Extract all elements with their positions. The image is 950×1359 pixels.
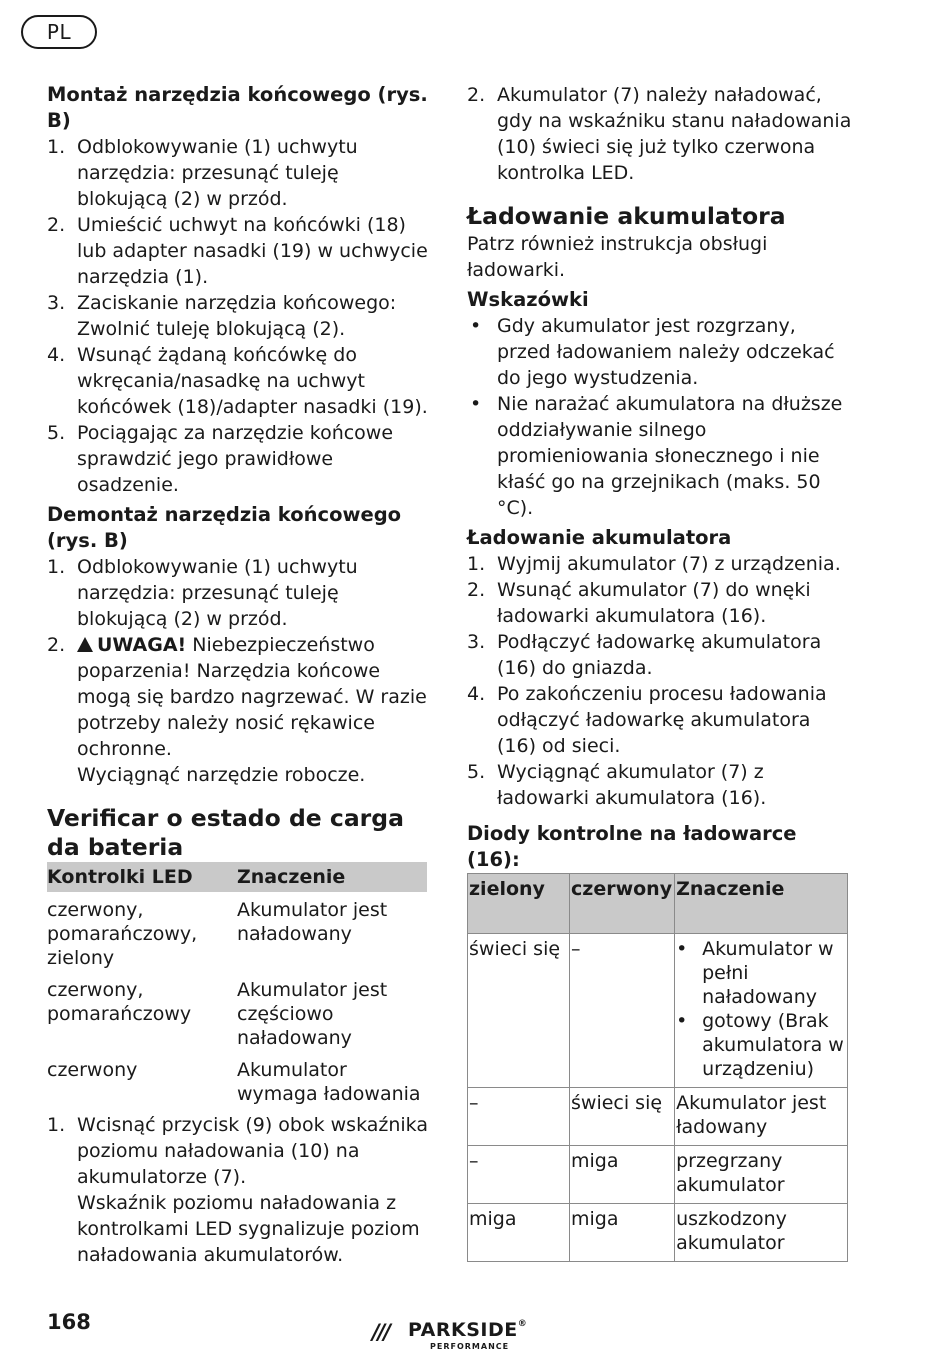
left-column (47, 82, 432, 1268)
list-item: 2. Wsunąć akumulator (7) do wnęki ładowarki akumulatora (16). (467, 579, 811, 627)
hints-heading: Wskazówki (467, 288, 589, 311)
list-item: 1. Wyjmij akumulator (7) z urządzenia. (467, 553, 841, 575)
led-table (47, 862, 427, 1108)
table-row: miga miga uszkodzony akumulator (468, 1204, 848, 1262)
logo-slashes: /// (372, 1320, 390, 1344)
list-item: 2. Akumulator (7) należy naładować, gdy na wskaźniku stanu naładowania (10) świeci się już tylko czerwona kontrolka LED. (467, 84, 852, 184)
list-item: 4. Po zakończeniu procesu ładowania odłączyć ładowarkę akumulatora (16) od sieci. (467, 683, 827, 757)
table-header: Kontrolki LED (47, 862, 237, 892)
montaz-heading: Montaż narzędzia końcowego (rys. B) (47, 83, 428, 132)
diody-table (467, 873, 848, 1262)
hints-list (467, 313, 852, 521)
list-item: • Nie narażać akumulatora na dłuższe oddziaływanie silnego promieniowania słonecznego i nie kłaść go na grzejnikach (maks. 50 °C). (470, 393, 843, 519)
language-badge: PL (21, 15, 97, 49)
list-item: • Gdy akumulator jest rozgrzany, przed ładowaniem należy odczekać do jego wystudzenia. (470, 315, 835, 389)
table-row: – miga przegrzany akumulator (468, 1146, 848, 1204)
table-header: zielony (468, 874, 570, 934)
verify-steps-continued (467, 82, 852, 186)
list-item: 3. Podłączyć ładowarkę akumulatora (16) do gniazda. (467, 631, 822, 679)
table-row: czerwony, pomarańczowy Akumulator jest częściowo naładowany (47, 979, 388, 1049)
charging-sub-heading: Ładowanie akumulatora (467, 526, 732, 549)
list-item: • Akumulator w pełni naładowany (676, 938, 834, 1008)
table-row: czerwony, pomarańczowy, zielony Akumulator jest naładowany (47, 899, 388, 969)
logo-subtitle: PERFORMANCE (430, 1342, 510, 1351)
demontaz-steps (47, 554, 432, 788)
charging-heading: Ładowanie akumulatora (467, 202, 786, 230)
list-item: 5. Pociągając za narzędzie końcowe sprawdzić jego prawidłowe osadzenie. (47, 422, 394, 496)
parkside-logo (372, 1318, 532, 1352)
list-item: 4. Wsunąć żądaną końcówkę do wkręcania/nasadkę na uchwyt końcówek (18)/adapter nasadki (19). (47, 344, 428, 418)
charging-steps (467, 551, 852, 811)
list-item: 5. Wyciągnąć akumulator (7) z ładowarki akumulatora (16). (467, 761, 767, 809)
diody-heading: Diody kontrolne na ładowarce (16): (467, 822, 797, 871)
list-item: 1. Odblokowywanie (1) uchwytu narzędzia: przesunąć tuleję blokującą (2) w przód. (47, 556, 358, 630)
right-column (467, 82, 852, 1262)
logo-brand: PARKSIDE® (408, 1319, 528, 1341)
warning-label: UWAGA! (97, 634, 187, 656)
warning-triangle-icon (77, 637, 93, 652)
list-item: 1. Wcisnąć przycisk (9) obok wskaźnika poziomu naładowania (10) na akumulatorze (7). Wskaźnik poziomu naładowania z kontrolkami LED sygnalizuje poziom naładowania akumulatorów. (47, 1114, 428, 1266)
list-item: • gotowy (Brak akumulatora w urządzeniu) (676, 1010, 844, 1080)
page-number: 168 (47, 1310, 91, 1334)
table-header: Znaczenie (237, 862, 427, 892)
verify-heading: Verificar o estado de carga da bateria (47, 804, 404, 861)
list-item: 2. Umieścić uchwyt na końcówki (18) lub adapter nasadki (19) w uchwycie narzędzia (1). (47, 214, 428, 288)
list-item: 1. Odblokowywanie (1) uchwytu narzędzia: przesunąć tuleję blokującą (2) w przód. (47, 136, 358, 210)
verify-steps (47, 1112, 432, 1268)
table-row: świeci się – • Akumulator w pełni naładowany • gotowy (Brak akumulatora w urządzeniu) (468, 934, 848, 1088)
table-header: czerwony (570, 874, 675, 934)
demontaz-heading: Demontaż narzędzia końcowego (rys. B) (47, 503, 402, 552)
table-row: czerwony Akumulator wymaga ładowania (47, 1059, 421, 1105)
meaning-list (676, 937, 845, 1081)
list-item: 2. UWAGA! Niebezpieczeństwo poparzenia! Narzędzia końcowe mogą się bardzo nagrzewać. W razie potrzeby należy nosić rękawice ochronne. Wyciągnąć narzędzie robocze. (47, 634, 427, 786)
charging-intro: Patrz również instrukcja obsługi ładowarki. (467, 233, 768, 281)
table-header: Znaczenie (675, 874, 848, 934)
montaz-steps (47, 134, 432, 498)
list-item: 3. Zaciskanie narzędzia końcowego: Zwolnić tuleję blokującą (2). (47, 292, 397, 340)
table-row: – świeci się Akumulator jest ładowany (468, 1088, 848, 1146)
